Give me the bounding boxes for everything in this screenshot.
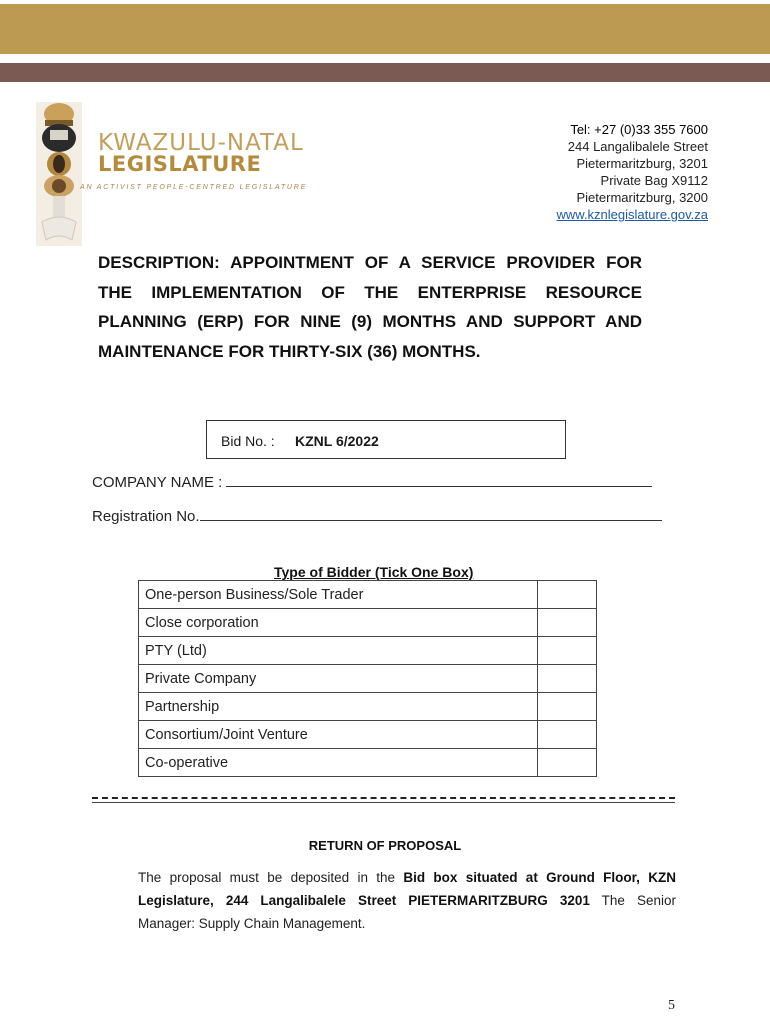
table-row	[139, 665, 597, 693]
company-name-line[interactable]	[226, 485, 652, 487]
logo-tagline: AN ACTIVIST PEOPLE-CENTRED LEGISLATURE	[80, 184, 308, 191]
return-text-bold: Bid box situated at Ground Floor, KZN Legislature, 244 Langalibalele Street PIETERMARITZBURG 3201	[138, 870, 676, 908]
registration-line[interactable]	[200, 519, 662, 521]
dashed-divider	[92, 797, 675, 799]
table-row	[139, 693, 597, 721]
company-name-field[interactable]	[92, 474, 652, 491]
tick-box[interactable]	[538, 609, 597, 637]
bidder-option: Co-operative	[139, 749, 538, 777]
return-text-part2: The Senior Manager: Supply Chain Management.	[138, 893, 676, 931]
bidder-option: Partnership	[139, 693, 538, 721]
header-brown-band	[0, 63, 770, 82]
return-of-proposal-title: RETURN OF PROPOSAL	[308, 838, 462, 853]
bid-number-box	[206, 420, 566, 459]
contact-city2: Pietermaritzburg, 3200	[576, 190, 708, 205]
legislature-logo	[28, 100, 308, 248]
bid-description: DESCRIPTION: APPOINTMENT OF A SERVICE PROVIDER FOR THE IMPLEMENTATION OF THE ENTERPRISE RESOURCE PLANNING (ERP) FOR NINE (9) MONTHS AND SUPPORT AND MAINTENANCE FOR THIRTY-SIX (36) MONTHS.	[98, 253, 642, 361]
tick-box[interactable]	[538, 693, 597, 721]
logo-line1: KWAZULU-NATAL	[98, 130, 304, 156]
tick-box[interactable]	[538, 581, 597, 609]
table-row	[139, 609, 597, 637]
bid-number-label: Bid No. :	[221, 433, 275, 449]
bidder-option: Consortium/Joint Venture	[139, 721, 538, 749]
divider-underline	[92, 802, 675, 803]
page-number: 5	[668, 998, 675, 1013]
return-of-proposal-text	[138, 866, 676, 935]
bidder-option: Private Company	[139, 665, 538, 693]
website-link[interactable]: www.kznlegislature.gov.za	[556, 207, 708, 222]
contact-street: 244 Langalibalele Street	[567, 139, 708, 154]
return-text-part1: The proposal must be deposited in the	[138, 870, 404, 885]
bidder-option: One-person Business/Sole Trader	[139, 581, 538, 609]
contact-city1: Pietermaritzburg, 3201	[576, 156, 708, 171]
table-row	[139, 581, 597, 609]
header-gold-band	[0, 4, 770, 54]
table-row	[139, 721, 597, 749]
table-row	[139, 749, 597, 777]
logo-line2: LEGISLATURE	[98, 152, 262, 176]
mace-emblem-icon	[28, 100, 90, 248]
tick-box[interactable]	[538, 749, 597, 777]
contact-block	[557, 121, 709, 223]
bidder-option: PTY (Ltd)	[139, 637, 538, 665]
registration-label: Registration No.	[92, 508, 200, 525]
table-row	[139, 637, 597, 665]
tick-box[interactable]	[538, 665, 597, 693]
bid-number-value: KZNL 6/2022	[295, 433, 379, 449]
tick-box[interactable]	[538, 721, 597, 749]
bidder-type-table	[138, 580, 597, 777]
bidder-option: Close corporation	[139, 609, 538, 637]
tick-box[interactable]	[538, 637, 597, 665]
bidder-type-title: Type of Bidder (Tick One Box)	[274, 564, 474, 580]
contact-bag: Private Bag X9112	[600, 173, 708, 188]
contact-tel: Tel: +27 (0)33 355 7600	[570, 122, 708, 137]
company-name-label: COMPANY NAME :	[92, 474, 223, 491]
registration-field[interactable]	[92, 508, 662, 525]
